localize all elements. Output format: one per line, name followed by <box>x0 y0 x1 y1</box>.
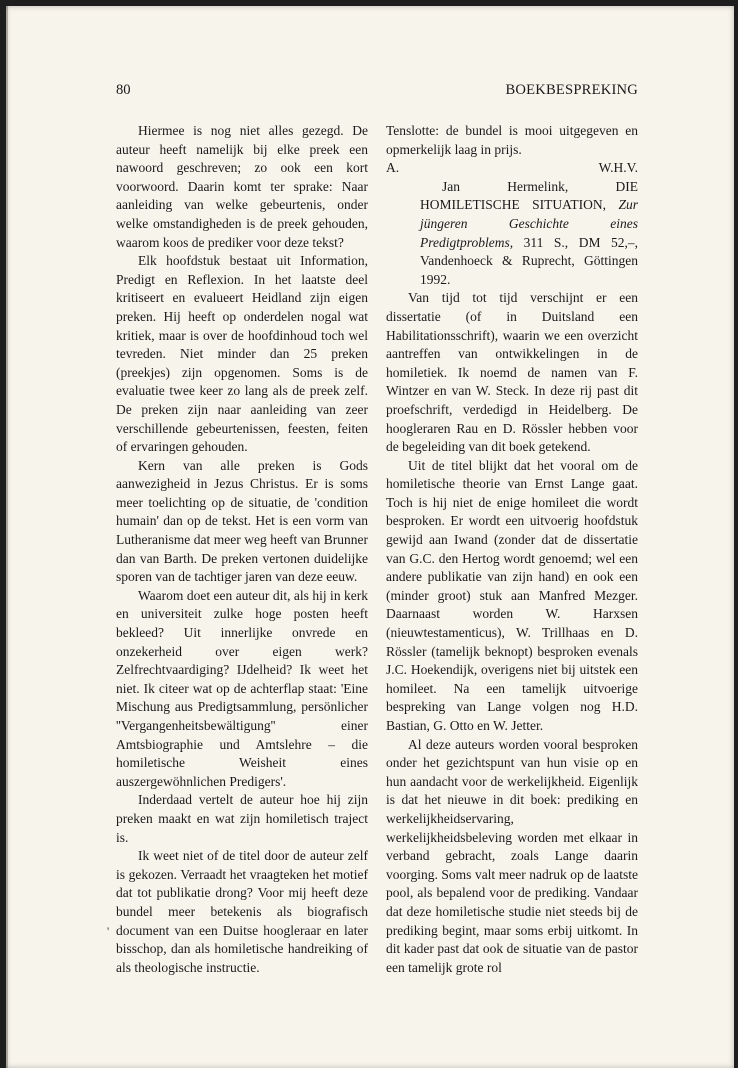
paragraph: Al deze auteurs worden vooral besproken onder het gezichtspunt van hun visie op en hun aandacht voor de werkelijkheid. Eigenlijk is dat het nieuwe in dit boek: prediking en werkelijkheidservaring, werkelijkheidsbeleving worden met elkaar in verband gebracht, zoals Lange daarin voorging. Soms valt meer nadruk op de laatste pool, als bepalend voor de prediking. Vandaar dat deze homiletische studie niet steeds bij de prediking begint, maar soms erbij uitkomt. In dit kader past dat ook de situatie van de pastor een tamelijk grote rol <box>386 736 638 975</box>
closing-paragraph: Tenslotte: de bundel is mooi uitgegeven en opmerkelijk laag in prijs. <box>386 123 638 157</box>
paragraph: Elk hoofdstuk bestaat uit Information, Predigt en Reflexion. In het laatste deel kritiseert en evalueert Heidland zijn eigen preken. Hij heeft op onderdelen nogal wat kritiek, maar is over de hoofdinhoud toch wel tevreden. Niet minder dan 25 preken (preekjes) zijn opgenomen. Soms is de evaluatie twee keer zo lang als de preek zelf. De preken zijn naar aanleiding van zeer verschillende gebeurtenissen, feesten, feiten of ervaringen gehouden. <box>116 253 368 455</box>
paragraph: Hiermee is nog niet alles gezegd. De auteur heeft namelijk bij elke preek een nawoord geschreven; zo ook een kort voorwoord. Daarin komt ter sprake: Naar aanleiding van welke gebeurtenis, onder welke omstandigheden is de preek gehouden, waarom koos de prediker voor deze tekst? <box>116 123 368 250</box>
paragraph: Kern van alle preken is Gods aanwezigheid in Jezus Christus. Er is soms meer toelichting op de situatie, de 'condition humain' dan op de tekst. Het is een vorm van Lutheranisme dat meer weg heeft van Brunner dan van Barth. De preken vertonen duidelijke sporen van de tachtiger jaren van deze eeuw. <box>116 457 368 585</box>
signature-author: W.H.V. <box>598 160 638 176</box>
review-signature <box>386 159 638 178</box>
page-header <box>116 82 638 104</box>
running-head: BOEKBESPREKING <box>505 82 638 98</box>
page-number: 80 <box>116 82 131 98</box>
paragraph: Uit de titel blijkt dat het vooral om de homiletische theorie van Ernst Lange gaat. Toch is hij niet de enige homileet die wordt besproken. Er wordt een uitvoerig hoofdstuk gewijd aan Iwand (zonder dat de dissertatie van G.C. den Hertog wordt genoemd; wel een andere publikatie van zijn hand) en ook een (minder groot) stuk aan Manfred Mezger. Daarnaast worden W. Harxsen (nieuwtestamenticus), W. Trillhaas en D. Rössler (tamelijk beknopt) besproken evenals J.C. Hoekendijk, overigens niet bij uitstek een homileet. Na een tamelijk uitvoerige bespreking van Lange volgen nog H.D. Bastian, G. Otto en W. Jetter. <box>386 457 638 733</box>
review-heading <box>386 178 638 290</box>
signature-initial: A. <box>386 160 400 176</box>
paragraph: Inderdaad vertelt de auteur hoe hij zijn preken maakt en wat zijn homiletisch traject is. <box>116 792 368 845</box>
review-author-title: Jan Hermelink, DIE HOMILETISCHE SITUATION, <box>420 178 638 213</box>
margin-mark: ' <box>107 924 110 938</box>
left-column <box>116 122 368 977</box>
paragraph: Ik weet niet of de titel door de auteur zelf is gekozen. Verraadt het vraagteken het motief dat tot publikatie drong? Voor mij heeft deze bundel meer betekenis als biografisch document van een Duitse hoogleraar en later bisschop, dan als homiletische handreiking of als theologische instructie. <box>116 848 368 975</box>
review-details: 311 S., DM 52,–, Vandenhoeck & Ruprecht, Göttingen 1992. <box>420 234 638 287</box>
scanned-page <box>6 6 734 1068</box>
review-subtitle: Zur jüngeren Geschichte eines Predigtproblems, <box>420 197 638 250</box>
right-column <box>386 122 638 977</box>
page-edge <box>6 6 8 1068</box>
paragraph: Van tijd tot tijd verschijnt er een dissertatie (of in Duitsland een Habilitationsschrift), waarin we een overzicht aantreffen van ontwikkelingen in de homiletiek. Ik noemd de namen van F. Wintzer en van W. Steck. In deze rij past dit proefschrift, verdedigd in Heidelberg. De hoogleraren Rau en D. Rössler hebben voor de begeleiding van dit boek getekend. <box>386 290 638 455</box>
paragraph: Waarom doet een auteur dit, als hij in kerk en universiteit zulke hoge posten heeft bekleed? Uit innerlijke onvrede en onzekerheid over eigen werk? Zelfrechtvaardiging? IJdelheid? Ik weet het niet. Ik citeer wat op de achterflap staat: 'Eine Mischung aus Predigtsammlung, persönlicher ''Vergangenheitsbewältigung'' einer Amtsbiographie und Amtslehre – die homiletische Weisheit eines auszergewöhnlichen Predigers'. <box>116 587 368 789</box>
